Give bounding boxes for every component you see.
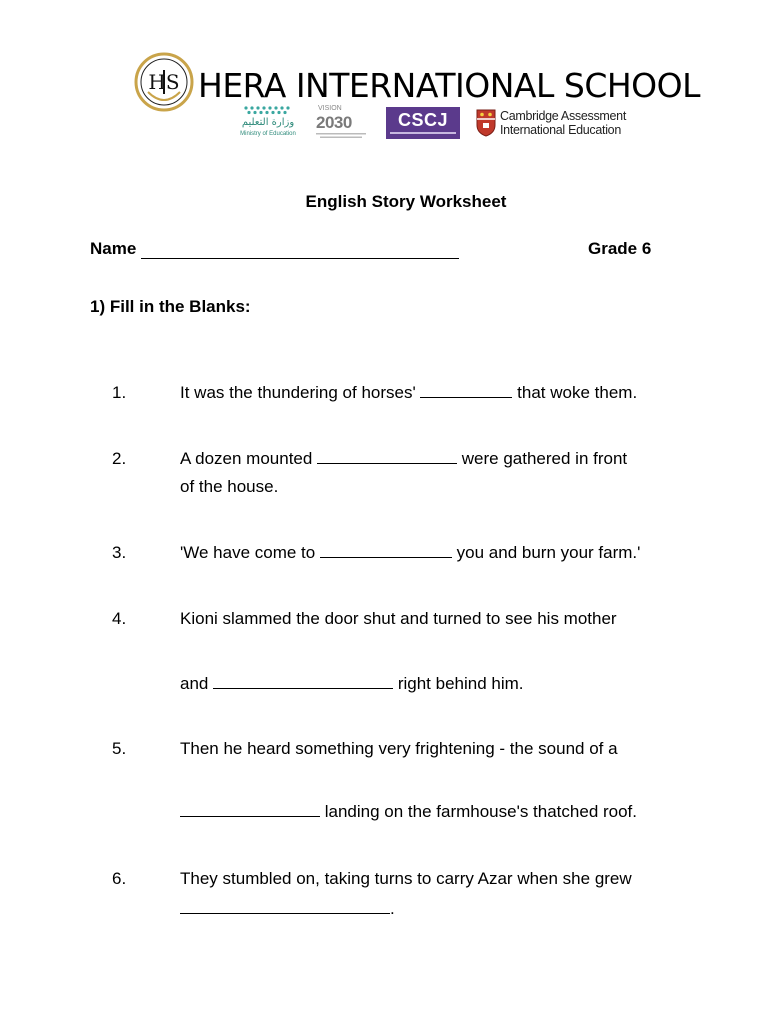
- question-3-line-1: 'We have come to you and burn your farm.': [180, 543, 641, 562]
- answer-blank-3[interactable]: [320, 543, 452, 558]
- question-2-line-1: A dozen mounted were gathered in front: [180, 449, 628, 468]
- question-5-line-2: landing on the farmhouse's thatched roof.: [180, 802, 637, 822]
- vision-label: VISION: [318, 105, 342, 112]
- vision-year: 2030: [316, 113, 352, 132]
- question-4-number: 4.: [112, 609, 127, 628]
- question-4-line-2: and right behind him.: [180, 674, 524, 693]
- cambridge-text: [500, 109, 626, 137]
- name-label: Name: [90, 239, 137, 258]
- cambridge-line-2: International Education: [500, 123, 621, 137]
- question-5-number: 5.: [112, 739, 127, 758]
- cambridge-logo: [476, 109, 626, 137]
- question-2-number: 2.: [112, 449, 127, 468]
- partner-logos: [238, 104, 626, 142]
- vision-2030-logo: [314, 105, 370, 141]
- cscj-label: CSCJ: [397, 110, 448, 130]
- answer-blank-6[interactable]: [180, 899, 390, 914]
- answer-blank-1[interactable]: [420, 383, 512, 398]
- question-2-line-2: of the house.: [180, 477, 279, 496]
- ministry-english-text: Ministry of Education: [240, 131, 296, 137]
- question-6-line-2: .: [180, 899, 395, 919]
- answer-blank-5[interactable]: [180, 802, 320, 817]
- svg-text:HS: HS: [148, 70, 180, 94]
- question-3-number: 3.: [112, 543, 127, 562]
- grade-label: Grade 6: [588, 239, 652, 258]
- school-crest-logo: [134, 52, 194, 112]
- cambridge-shield-icon: [476, 109, 496, 137]
- answer-blank-4[interactable]: [213, 674, 393, 689]
- ministry-dots-icon: [242, 105, 294, 115]
- cscj-logo: [386, 107, 460, 139]
- question-6-number: 6.: [112, 869, 127, 888]
- cscj-subtitle-line: [390, 132, 456, 134]
- cambridge-line-1: Cambridge Assessment: [500, 109, 627, 123]
- answer-blank-2[interactable]: [317, 449, 457, 464]
- question-4-line-1: Kioni slammed the door shut and turned to see his mother: [180, 609, 617, 628]
- question-5-line-1: Then he heard something very frightening - the sound of a: [180, 739, 618, 758]
- school-name: HERA INTERNATIONAL SCHOOL: [198, 66, 701, 105]
- question-1-line-1: It was the thundering of horses' that woke them.: [180, 383, 638, 402]
- section-heading: 1) Fill in the Blanks:: [90, 297, 251, 316]
- worksheet-title: English Story Worksheet: [305, 192, 507, 211]
- ministry-of-education-logo: [238, 105, 298, 141]
- question-6-line-1: They stumbled on, taking turns to carry Azar when she grew: [180, 869, 632, 888]
- question-1-number: 1.: [112, 383, 127, 402]
- vision-subtitle-lines: [314, 133, 370, 139]
- ministry-arabic-text: وزارة التعليم: [241, 117, 295, 128]
- name-blank-line[interactable]: [141, 258, 459, 259]
